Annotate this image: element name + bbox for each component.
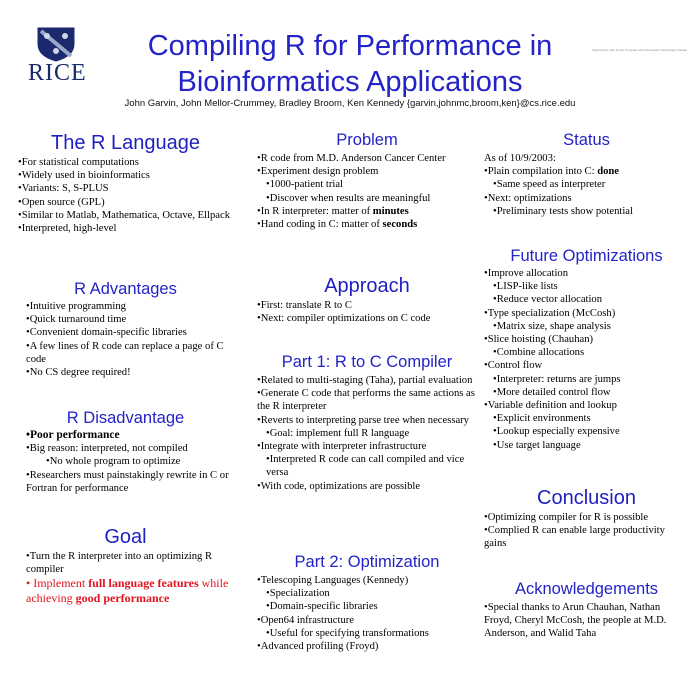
list-item: • Big reason: interpreted, not compiled	[26, 442, 233, 455]
list-item: • Experiment design problem	[257, 165, 477, 178]
list-item: • Interpreted, high-level	[18, 222, 233, 235]
list-item: • Complied R can enable large productivity gains	[484, 524, 689, 550]
rice-logo	[28, 26, 87, 87]
section-problem	[257, 130, 477, 231]
list-item: • Quick turnaround time	[26, 313, 233, 326]
list-item: • Generate C code that performs the same actions as the R interpreter	[257, 387, 477, 413]
list-item: • Intuitive programming	[26, 300, 233, 313]
list-item: • Reverts to interpreting parse tree when necessary	[257, 414, 477, 427]
heading-goal: Goal	[104, 526, 147, 548]
list-item: • More detailed control flow	[484, 386, 689, 399]
list-item: • For statistical computations	[18, 156, 233, 169]
problem-emphasis: seconds	[382, 219, 418, 231]
list-item: • Researchers must painstakingly rewrite in C or Fortran for performance	[26, 469, 233, 495]
list-item: • Specialization	[257, 587, 477, 600]
poster-title	[100, 28, 600, 100]
list-item: • Next: compiler optimizations on C code	[257, 312, 477, 325]
list-item: • Interpreter: returns are jumps	[484, 373, 689, 386]
heading-approach: Approach	[324, 275, 410, 297]
list-item: • Integrate with interpreter infrastructure	[257, 440, 477, 453]
section-acknowledgements	[484, 579, 689, 641]
list-item: • Goal: implement full R language	[257, 427, 477, 440]
goal-emphasis: good performance	[75, 591, 170, 606]
section-status	[484, 130, 689, 218]
list-item: • Variable definition and lookup	[484, 399, 689, 412]
list-item: • 1000-patient trial	[257, 178, 477, 191]
section-approach	[257, 274, 477, 325]
list-item: • Poor performance	[26, 429, 233, 442]
list-item: • Explicit environments	[484, 412, 689, 425]
heading-conclusion: Conclusion	[537, 487, 636, 509]
heading-part1: Part 1: R to C Compiler	[281, 353, 453, 371]
heading-part2: Part 2: Optimization	[294, 553, 440, 571]
heading-r-advantages: R Advantages	[74, 280, 177, 298]
rice-shield-icon	[36, 26, 76, 62]
list-item: • With code, optimizations are possible	[257, 480, 477, 493]
list-item	[484, 165, 689, 178]
section-part1	[257, 352, 477, 493]
list-item: • Reduce vector allocation	[484, 293, 689, 306]
list-item: • Related to multi-staging (Taha), partial evaluation	[257, 374, 477, 387]
goal-text: while achieving	[26, 576, 229, 606]
section-future-optimizations	[484, 246, 689, 452]
heading-acknowledgements: Acknowledgements	[514, 580, 659, 598]
authors-line: John Garvin, John Mellor-Crummey, Bradley Broom, Ken Kennedy {garvin,johnmc,broom,ken}@cs.rice.edu	[124, 98, 576, 109]
list-item: • Advanced profiling (Froyd)	[257, 640, 477, 653]
problem-text: Hand coding in C: matter of	[260, 219, 383, 231]
list-item: • Type specialization (McCosh)	[484, 307, 689, 320]
list-item: • Useful for specifying transformations	[257, 627, 477, 640]
list-item: • No CS degree required!	[26, 366, 233, 379]
list-item: • Variants: S, S-PLUS	[18, 182, 233, 195]
tiny-note: Supported in part by the Computer and Information Technology Institute	[592, 48, 688, 52]
heading-status: Status	[563, 131, 610, 149]
list-item: • Slice hoisting (Chauhan)	[484, 333, 689, 346]
list-item: • LISP-like lists	[484, 280, 689, 293]
list-item: • No whole program to optimize	[26, 455, 233, 468]
title-line-1: Compiling R for Performance in	[147, 30, 553, 62]
list-item: • Similar to Matlab, Mathematica, Octave, Ellpack	[18, 209, 233, 222]
list-item: • Use target language	[484, 439, 689, 452]
list-item: • Combine allocations	[484, 346, 689, 359]
status-text: Plain compilation into C:	[487, 166, 598, 178]
section-conclusion	[484, 486, 689, 551]
list-item: • Discover when results are meaningful	[257, 192, 477, 205]
list-item: • Preliminary tests show potential	[484, 205, 689, 218]
list-item: • Control flow	[484, 359, 689, 372]
list-item	[26, 576, 233, 606]
heading-problem: Problem	[336, 131, 398, 149]
heading-future-optimizations: Future Optimizations	[510, 247, 663, 265]
list-item: • Widely used in bioinformatics	[18, 169, 233, 182]
title-line-2: Bioinformatics Applications	[177, 66, 523, 98]
list-item: • Turn the R interpreter into an optimizing R compiler	[26, 550, 233, 576]
section-goal	[18, 525, 233, 606]
list-item: • First: translate R to C	[257, 299, 477, 312]
list-item: • Open64 infrastructure	[257, 614, 477, 627]
list-item: • Lookup especially expensive	[484, 425, 689, 438]
problem-emphasis: minutes	[372, 205, 409, 217]
section-r-advantages	[18, 279, 233, 379]
section-part2	[257, 552, 477, 653]
heading-r-disadvantage: R Disadvantage	[66, 409, 185, 427]
list-item: • Optimizing compiler for R is possible	[484, 511, 689, 524]
list-item: • Open source (GPL)	[18, 196, 233, 209]
list-item: • R code from M.D. Anderson Cancer Center	[257, 152, 477, 165]
heading-r-language: The R Language	[50, 132, 200, 154]
list-item: As of 10/9/2003:	[484, 153, 556, 164]
section-r-disadvantage	[18, 408, 233, 495]
list-item	[257, 205, 477, 218]
logo-text: RICE	[28, 60, 87, 86]
list-item: • A few lines of R code can replace a page of C code	[26, 340, 233, 366]
section-r-language	[18, 131, 233, 235]
list-item: • Same speed as interpreter	[484, 178, 689, 191]
list-item: • Telescoping Languages (Kennedy)	[257, 574, 477, 587]
list-item: • Next: optimizations	[484, 192, 689, 205]
list-item: • Matrix size, shape analysis	[484, 320, 689, 333]
list-item: • Interpreted R code can call compiled and vice versa	[257, 453, 477, 479]
list-item: • Convenient domain-specific libraries	[26, 326, 233, 339]
list-item: • Special thanks to Arun Chauhan, Nathan Froyd, Cheryl McCosh, the people at M.D. Anderson, and Walid Taha	[484, 601, 689, 641]
list-item: • Domain-specific libraries	[257, 600, 477, 613]
problem-text: In R interpreter: matter of	[260, 205, 373, 217]
list-item	[257, 218, 477, 231]
status-emphasis: done	[597, 166, 619, 178]
goal-text: Implement	[33, 576, 89, 591]
list-item: • Improve allocation	[484, 267, 689, 280]
goal-emphasis: full language features	[88, 576, 199, 591]
